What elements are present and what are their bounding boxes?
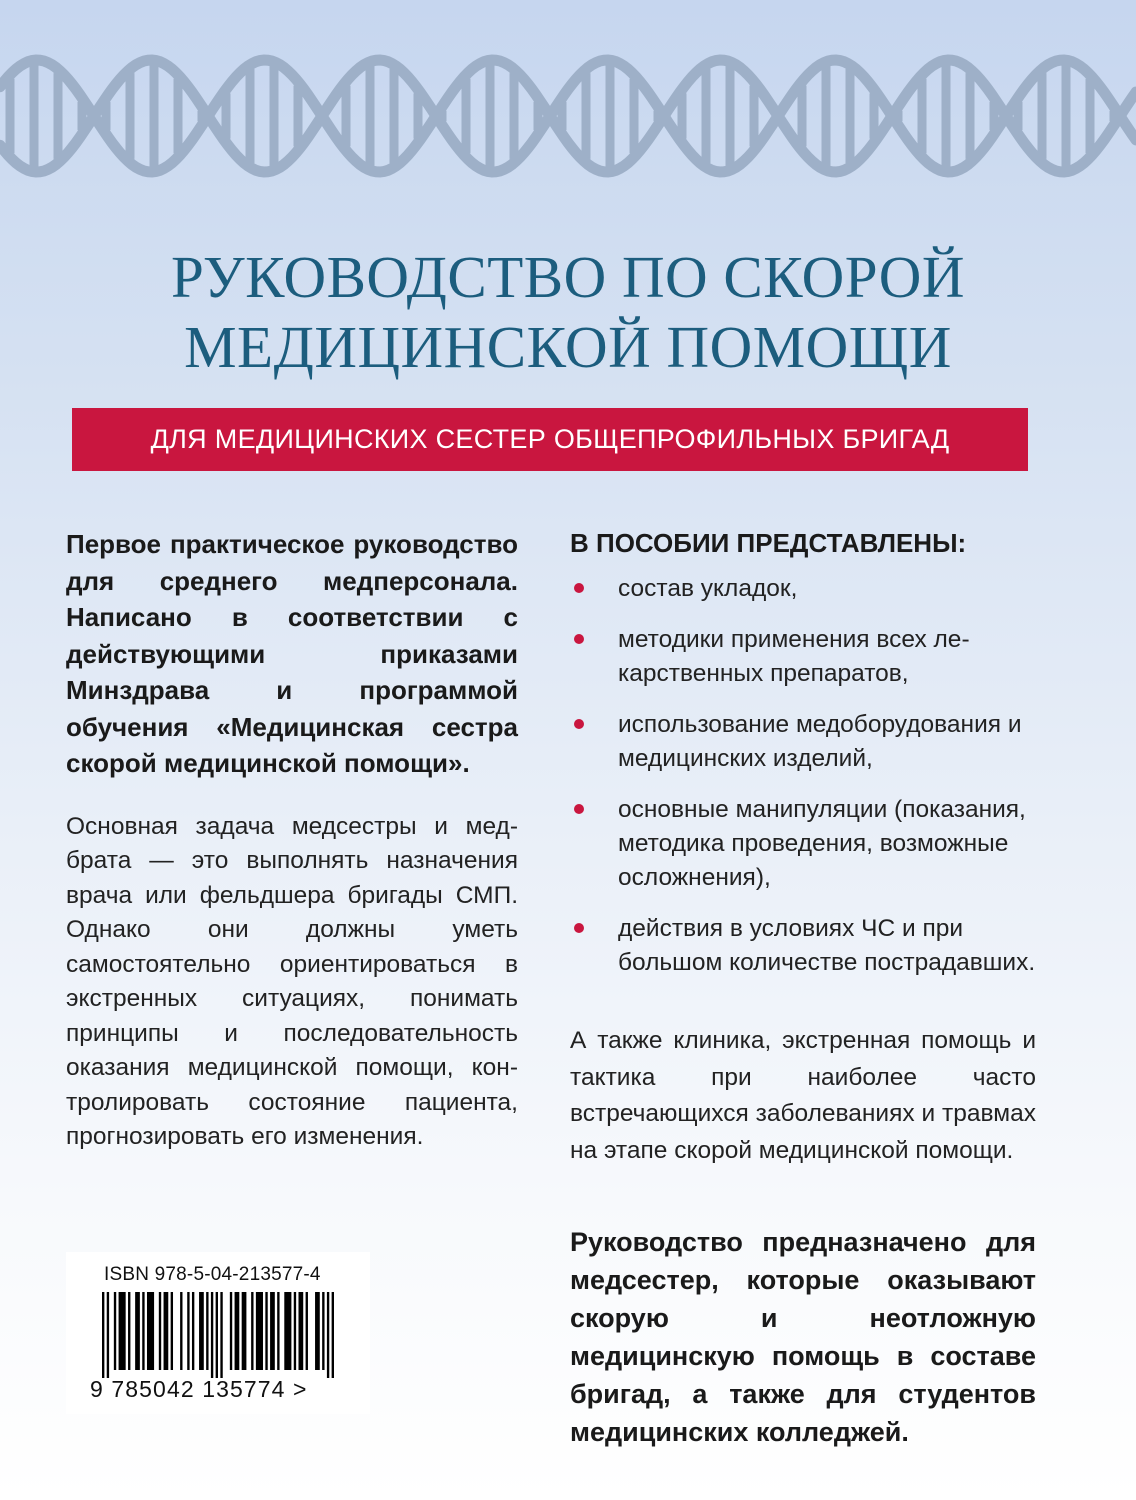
left-column — [66, 526, 518, 1155]
barcode-bar — [206, 1292, 208, 1370]
bullet-icon — [574, 923, 584, 933]
barcode-bar — [128, 1292, 130, 1370]
subtitle-text: ДЛЯ МЕДИЦИНСКИХ СЕСТЕР ОБЩЕПРОФИЛЬНЫХ БРИГАД — [150, 424, 950, 454]
barcode-bar — [135, 1292, 140, 1370]
barcode-bar — [322, 1292, 324, 1370]
barcode-bar — [242, 1292, 247, 1370]
bullet-icon — [574, 634, 584, 644]
barcode-bar — [327, 1292, 329, 1378]
barcode-bar — [294, 1292, 296, 1370]
barcode-bar — [159, 1292, 161, 1370]
barcode-bar — [147, 1292, 154, 1370]
list-item — [570, 623, 1036, 691]
barcode-bar — [119, 1292, 126, 1370]
barcode-bar — [298, 1292, 303, 1370]
contents-heading: В ПОСОБИИ ПРЕДСТАВЛЕНЫ: — [570, 528, 967, 558]
dna-helix-graphic — [0, 50, 1136, 182]
description-paragraph: Основная задача медсестры и медбрата — это выполнять назначения врача или фельдшера бригады СМП. Однако они должны уметь самостоятельно ориентироваться в экстренных ситуациях, понимать принципы и последовательность оказания медицинской помощи, контролировать состояние пациента, прогнозировать его изменения. — [66, 812, 518, 1150]
barcode-bar — [114, 1292, 116, 1370]
list-item-text: методики применения всех лекарственных препаратов, — [618, 626, 970, 687]
barcode-bar — [265, 1292, 267, 1370]
barcode-bar — [142, 1292, 144, 1370]
list-item-text: основные манипуляции (показания, методика проведения, возможные осложнения), — [618, 796, 1026, 891]
barcode-bar — [164, 1292, 169, 1370]
isbn-label: ISBN 978-5-04-213577-4 — [104, 1264, 321, 1285]
list-item — [570, 793, 1036, 895]
barcode-bar — [256, 1292, 263, 1370]
bullet-icon — [574, 804, 584, 814]
barcode-bar — [251, 1292, 253, 1370]
also-paragraph: А также клиника, экстренная помощь и тактика при наиболее часто встречающихся заболеваниях и травмах на этапе скорой медицинской помощи. — [570, 1027, 1036, 1164]
barcode-bar — [211, 1292, 213, 1378]
barcode-bar — [235, 1292, 240, 1370]
barcode-bar — [230, 1292, 232, 1370]
barcode-bar — [284, 1292, 291, 1370]
barcode-bar — [192, 1292, 194, 1370]
book-title — [0, 242, 1136, 382]
barcode-bar — [332, 1292, 334, 1378]
list-item — [570, 572, 1036, 606]
barcode-bar — [187, 1292, 189, 1370]
list-item-text: состав укладок, — [618, 575, 798, 602]
title-line-1: РУКОВОДСТВО ПО СКОРОЙ — [170, 244, 966, 310]
barcode-bar — [102, 1292, 104, 1378]
barcode-bar — [199, 1292, 204, 1370]
list-item-text: использование медоборудования и медицинских изделий, — [618, 711, 1022, 772]
lead-paragraph: Первое практическое руководство для среднего медперсонала. Написано в соответствии с действующими приказами Минздрава и программой обучения «Медицинская сестра скорой медицинской помощи». — [66, 529, 518, 778]
list-item — [570, 708, 1036, 776]
barcode-bar — [216, 1292, 218, 1378]
barcode-panel — [66, 1252, 370, 1414]
bullet-icon — [574, 719, 584, 729]
barcode-bar — [315, 1292, 320, 1370]
right-column — [570, 526, 1036, 1478]
barcode-bar — [180, 1292, 182, 1370]
closing-paragraph: Руководство предназначено для медсестер, которые оказывают скорую и неотложную медицинскую помощь в составе бригад, а также для студентов медицинских колледжей. — [570, 1227, 1036, 1447]
contents-list — [570, 572, 1036, 980]
barcode-bar — [270, 1292, 275, 1370]
barcode-bar — [171, 1292, 173, 1370]
bullet-icon — [574, 583, 584, 593]
barcode-bar — [306, 1292, 308, 1370]
title-line-2: МЕДИЦИНСКОЙ ПОМОЩИ — [184, 314, 952, 380]
barcode-bar — [107, 1292, 109, 1378]
barcode-bar — [220, 1292, 222, 1378]
barcode-graphic — [102, 1292, 334, 1378]
list-item-text: действия в условиях ЧС и при большом количестве пострадавших. — [618, 915, 1036, 976]
ean-digits: 9 785042 135774 > — [90, 1376, 308, 1402]
subtitle-banner — [72, 408, 1028, 471]
barcode-bar — [277, 1292, 279, 1370]
list-item — [570, 912, 1036, 980]
